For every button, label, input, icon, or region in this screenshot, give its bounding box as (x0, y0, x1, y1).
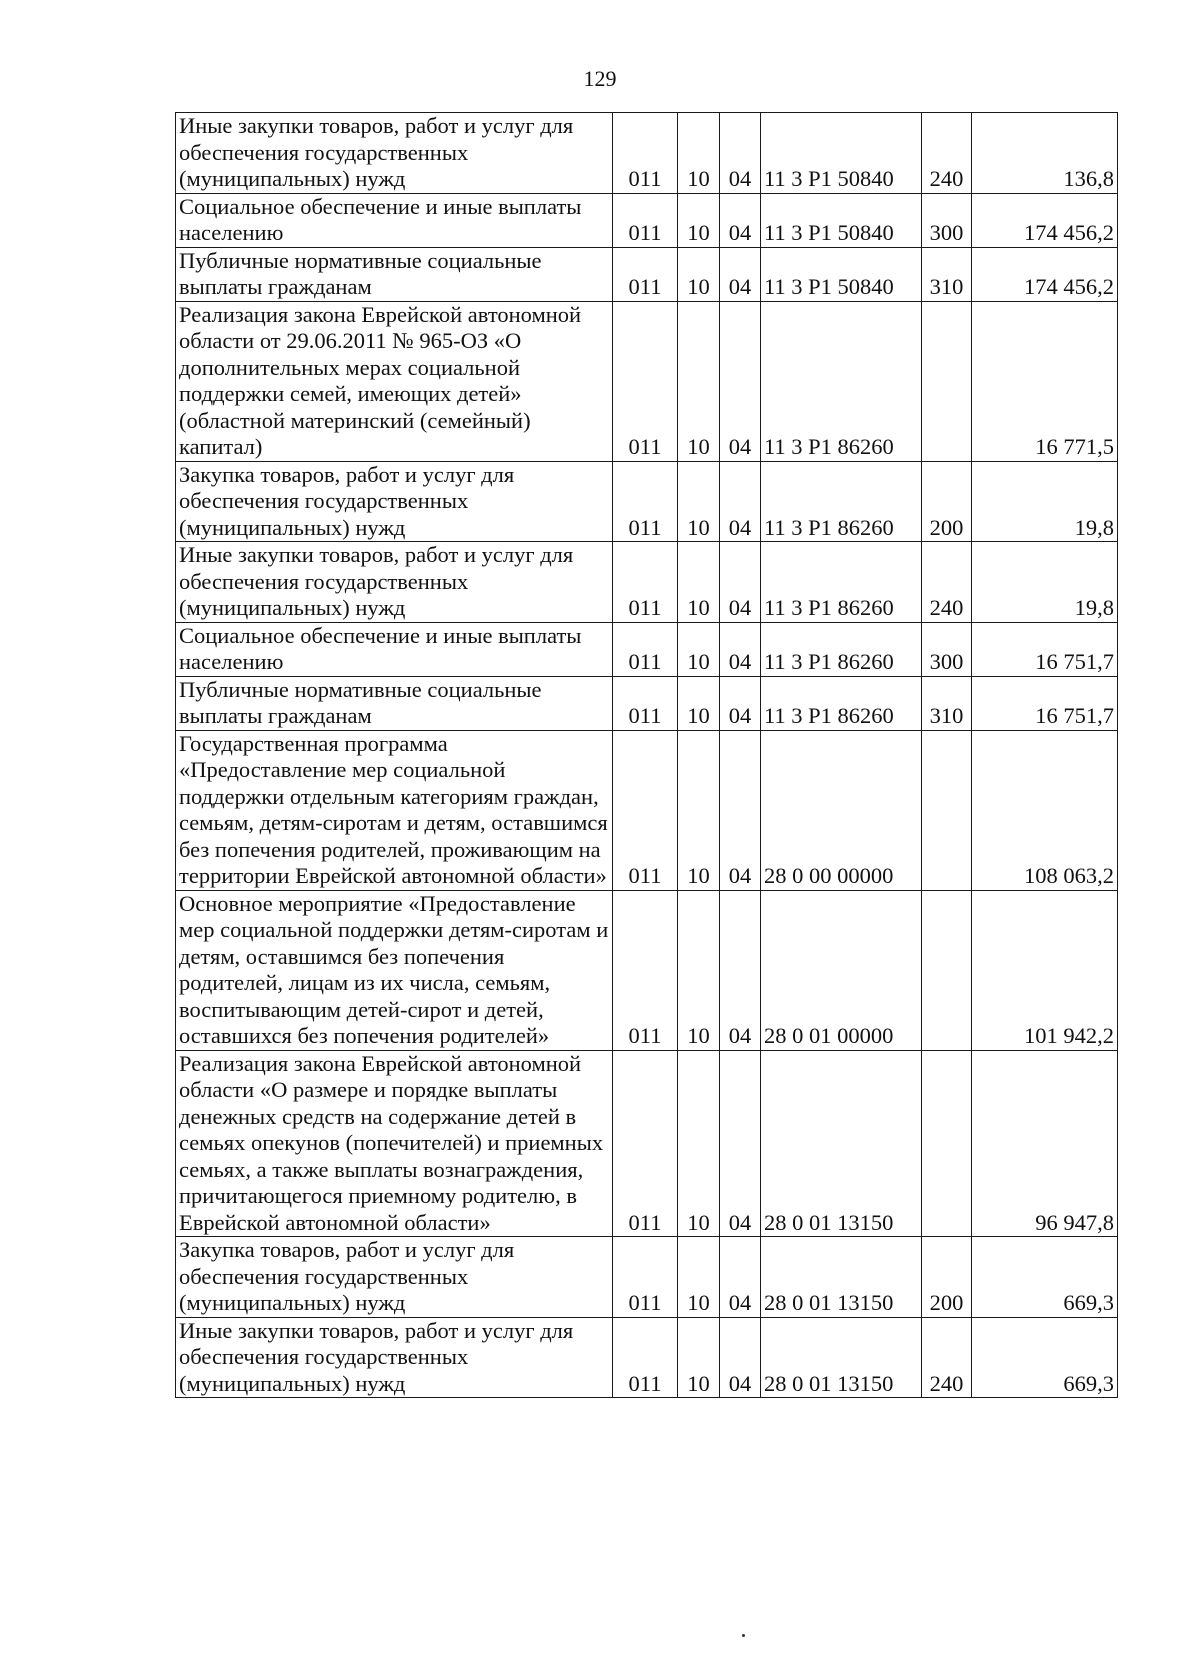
grbs-code-cell: 011 (613, 1237, 678, 1318)
amount-cell: 19,8 (972, 461, 1118, 542)
expense-type-code-cell: 200 (922, 461, 972, 542)
target-article-code-cell: 28 0 01 13150 (761, 1317, 922, 1398)
expense-name-cell: Публичные нормативные социальные выплаты гражданам (176, 676, 613, 730)
section-code-cell: 10 (678, 1237, 720, 1318)
grbs-code-cell: 011 (613, 301, 678, 461)
expense-name-cell: Закупка товаров, работ и услуг для обеспечения государственных (муниципальных) нужд (176, 461, 613, 542)
subsection-code-cell: 04 (720, 301, 761, 461)
subsection-code-cell: 04 (720, 542, 761, 623)
amount-cell: 669,3 (972, 1237, 1118, 1318)
section-code-cell: 10 (678, 113, 720, 194)
expense-name-cell: Социальное обеспечение и иные выплаты населению (176, 622, 613, 676)
section-code-cell: 10 (678, 1317, 720, 1398)
subsection-code-cell: 04 (720, 193, 761, 247)
section-code-cell: 10 (678, 1050, 720, 1237)
table-row (176, 676, 1118, 730)
expense-name-cell: Основное мероприятие «Предоставление мер социальной поддержки детям-сиротам и детям, оставшимся без попечения родителей, лицам из их числа, семьям, воспитывающим детей-сирот и детей, оставшихся без попечения родителей» (176, 890, 613, 1050)
expense-name-cell: Реализация закона Еврейской автономной области «О размере и порядке выплаты денежных средств на содержание детей в семьях опекунов (попечителей) и приемных семьях, а также выплаты вознаграждения, причитающегося приемному родителю, в Еврейской автономной области» (176, 1050, 613, 1237)
expense-type-code-cell (922, 730, 972, 890)
amount-cell: 16 751,7 (972, 676, 1118, 730)
table-row (176, 1237, 1118, 1318)
subsection-code-cell: 04 (720, 622, 761, 676)
table-row (176, 730, 1118, 890)
target-article-code-cell: 11 3 P1 86260 (761, 622, 922, 676)
table-row (176, 890, 1118, 1050)
expense-name-cell: Иные закупки товаров, работ и услуг для обеспечения государственных (муниципальных) нужд (176, 542, 613, 623)
amount-cell: 108 063,2 (972, 730, 1118, 890)
amount-cell: 174 456,2 (972, 193, 1118, 247)
section-code-cell: 10 (678, 730, 720, 890)
grbs-code-cell: 011 (613, 542, 678, 623)
expense-name-cell: Иные закупки товаров, работ и услуг для обеспечения государственных (муниципальных) нужд (176, 113, 613, 194)
table-row (176, 113, 1118, 194)
expense-name-cell: Государственная программа «Предоставление мер социальной поддержки отдельным категориям граждан, семьям, детям-сиротам и детям, оставшимся без попечения родителей, проживающим на территории Еврейской автономной области» (176, 730, 613, 890)
target-article-code-cell: 11 3 P1 50840 (761, 113, 922, 194)
expense-name-cell: Иные закупки товаров, работ и услуг для обеспечения государственных (муниципальных) нужд (176, 1317, 613, 1398)
expense-type-code-cell: 300 (922, 622, 972, 676)
expense-type-code-cell: 200 (922, 1237, 972, 1318)
section-code-cell: 10 (678, 542, 720, 623)
grbs-code-cell: 011 (613, 1050, 678, 1237)
subsection-code-cell: 04 (720, 247, 761, 301)
target-article-code-cell: 28 0 01 00000 (761, 890, 922, 1050)
table-row (176, 301, 1118, 461)
section-code-cell: 10 (678, 301, 720, 461)
subsection-code-cell: 04 (720, 461, 761, 542)
subsection-code-cell: 04 (720, 1317, 761, 1398)
amount-cell: 96 947,8 (972, 1050, 1118, 1237)
section-code-cell: 10 (678, 247, 720, 301)
table-row (176, 247, 1118, 301)
subsection-code-cell: 04 (720, 730, 761, 890)
table-row (176, 1050, 1118, 1237)
expense-type-code-cell (922, 890, 972, 1050)
page-number: 129 (583, 66, 617, 91)
expense-type-code-cell: 310 (922, 676, 972, 730)
subsection-code-cell: 04 (720, 1050, 761, 1237)
budget-table-body (176, 113, 1118, 1398)
amount-cell: 136,8 (972, 113, 1118, 194)
expense-name-cell: Реализация закона Еврейской автономной области от 29.06.2011 № 965-ОЗ «О дополнительных мерах социальной поддержки семей, имеющих детей» (областной материнский (семейный) капитал) (176, 301, 613, 461)
target-article-code-cell: 28 0 01 13150 (761, 1237, 922, 1318)
section-code-cell: 10 (678, 193, 720, 247)
grbs-code-cell: 011 (613, 676, 678, 730)
target-article-code-cell: 28 0 01 13150 (761, 1050, 922, 1237)
target-article-code-cell: 11 3 P1 86260 (761, 301, 922, 461)
expense-type-code-cell (922, 301, 972, 461)
table-row (176, 193, 1118, 247)
expense-type-code-cell: 310 (922, 247, 972, 301)
scan-speck (742, 1634, 745, 1637)
grbs-code-cell: 011 (613, 622, 678, 676)
amount-cell: 16 771,5 (972, 301, 1118, 461)
target-article-code-cell: 11 3 P1 86260 (761, 542, 922, 623)
subsection-code-cell: 04 (720, 113, 761, 194)
target-article-code-cell: 11 3 P1 86260 (761, 461, 922, 542)
amount-cell: 669,3 (972, 1317, 1118, 1398)
grbs-code-cell: 011 (613, 193, 678, 247)
expense-type-code-cell: 300 (922, 193, 972, 247)
grbs-code-cell: 011 (613, 890, 678, 1050)
grbs-code-cell: 011 (613, 1317, 678, 1398)
target-article-code-cell: 11 3 P1 86260 (761, 676, 922, 730)
expense-type-code-cell: 240 (922, 1317, 972, 1398)
grbs-code-cell: 011 (613, 461, 678, 542)
expense-name-cell: Закупка товаров, работ и услуг для обеспечения государственных (муниципальных) нужд (176, 1237, 613, 1318)
budget-table (175, 112, 1118, 1398)
table-row (176, 1317, 1118, 1398)
subsection-code-cell: 04 (720, 676, 761, 730)
grbs-code-cell: 011 (613, 113, 678, 194)
target-article-code-cell: 28 0 00 00000 (761, 730, 922, 890)
grbs-code-cell: 011 (613, 730, 678, 890)
grbs-code-cell: 011 (613, 247, 678, 301)
amount-cell: 16 751,7 (972, 622, 1118, 676)
expense-name-cell: Социальное обеспечение и иные выплаты населению (176, 193, 613, 247)
section-code-cell: 10 (678, 890, 720, 1050)
table-row (176, 542, 1118, 623)
section-code-cell: 10 (678, 622, 720, 676)
expense-type-code-cell: 240 (922, 542, 972, 623)
section-code-cell: 10 (678, 676, 720, 730)
target-article-code-cell: 11 3 P1 50840 (761, 247, 922, 301)
expense-type-code-cell: 240 (922, 113, 972, 194)
section-code-cell: 10 (678, 461, 720, 542)
table-row (176, 461, 1118, 542)
subsection-code-cell: 04 (720, 890, 761, 1050)
expense-type-code-cell (922, 1050, 972, 1237)
target-article-code-cell: 11 3 P1 50840 (761, 193, 922, 247)
table-row (176, 622, 1118, 676)
subsection-code-cell: 04 (720, 1237, 761, 1318)
amount-cell: 19,8 (972, 542, 1118, 623)
expense-name-cell: Публичные нормативные социальные выплаты гражданам (176, 247, 613, 301)
amount-cell: 174 456,2 (972, 247, 1118, 301)
amount-cell: 101 942,2 (972, 890, 1118, 1050)
